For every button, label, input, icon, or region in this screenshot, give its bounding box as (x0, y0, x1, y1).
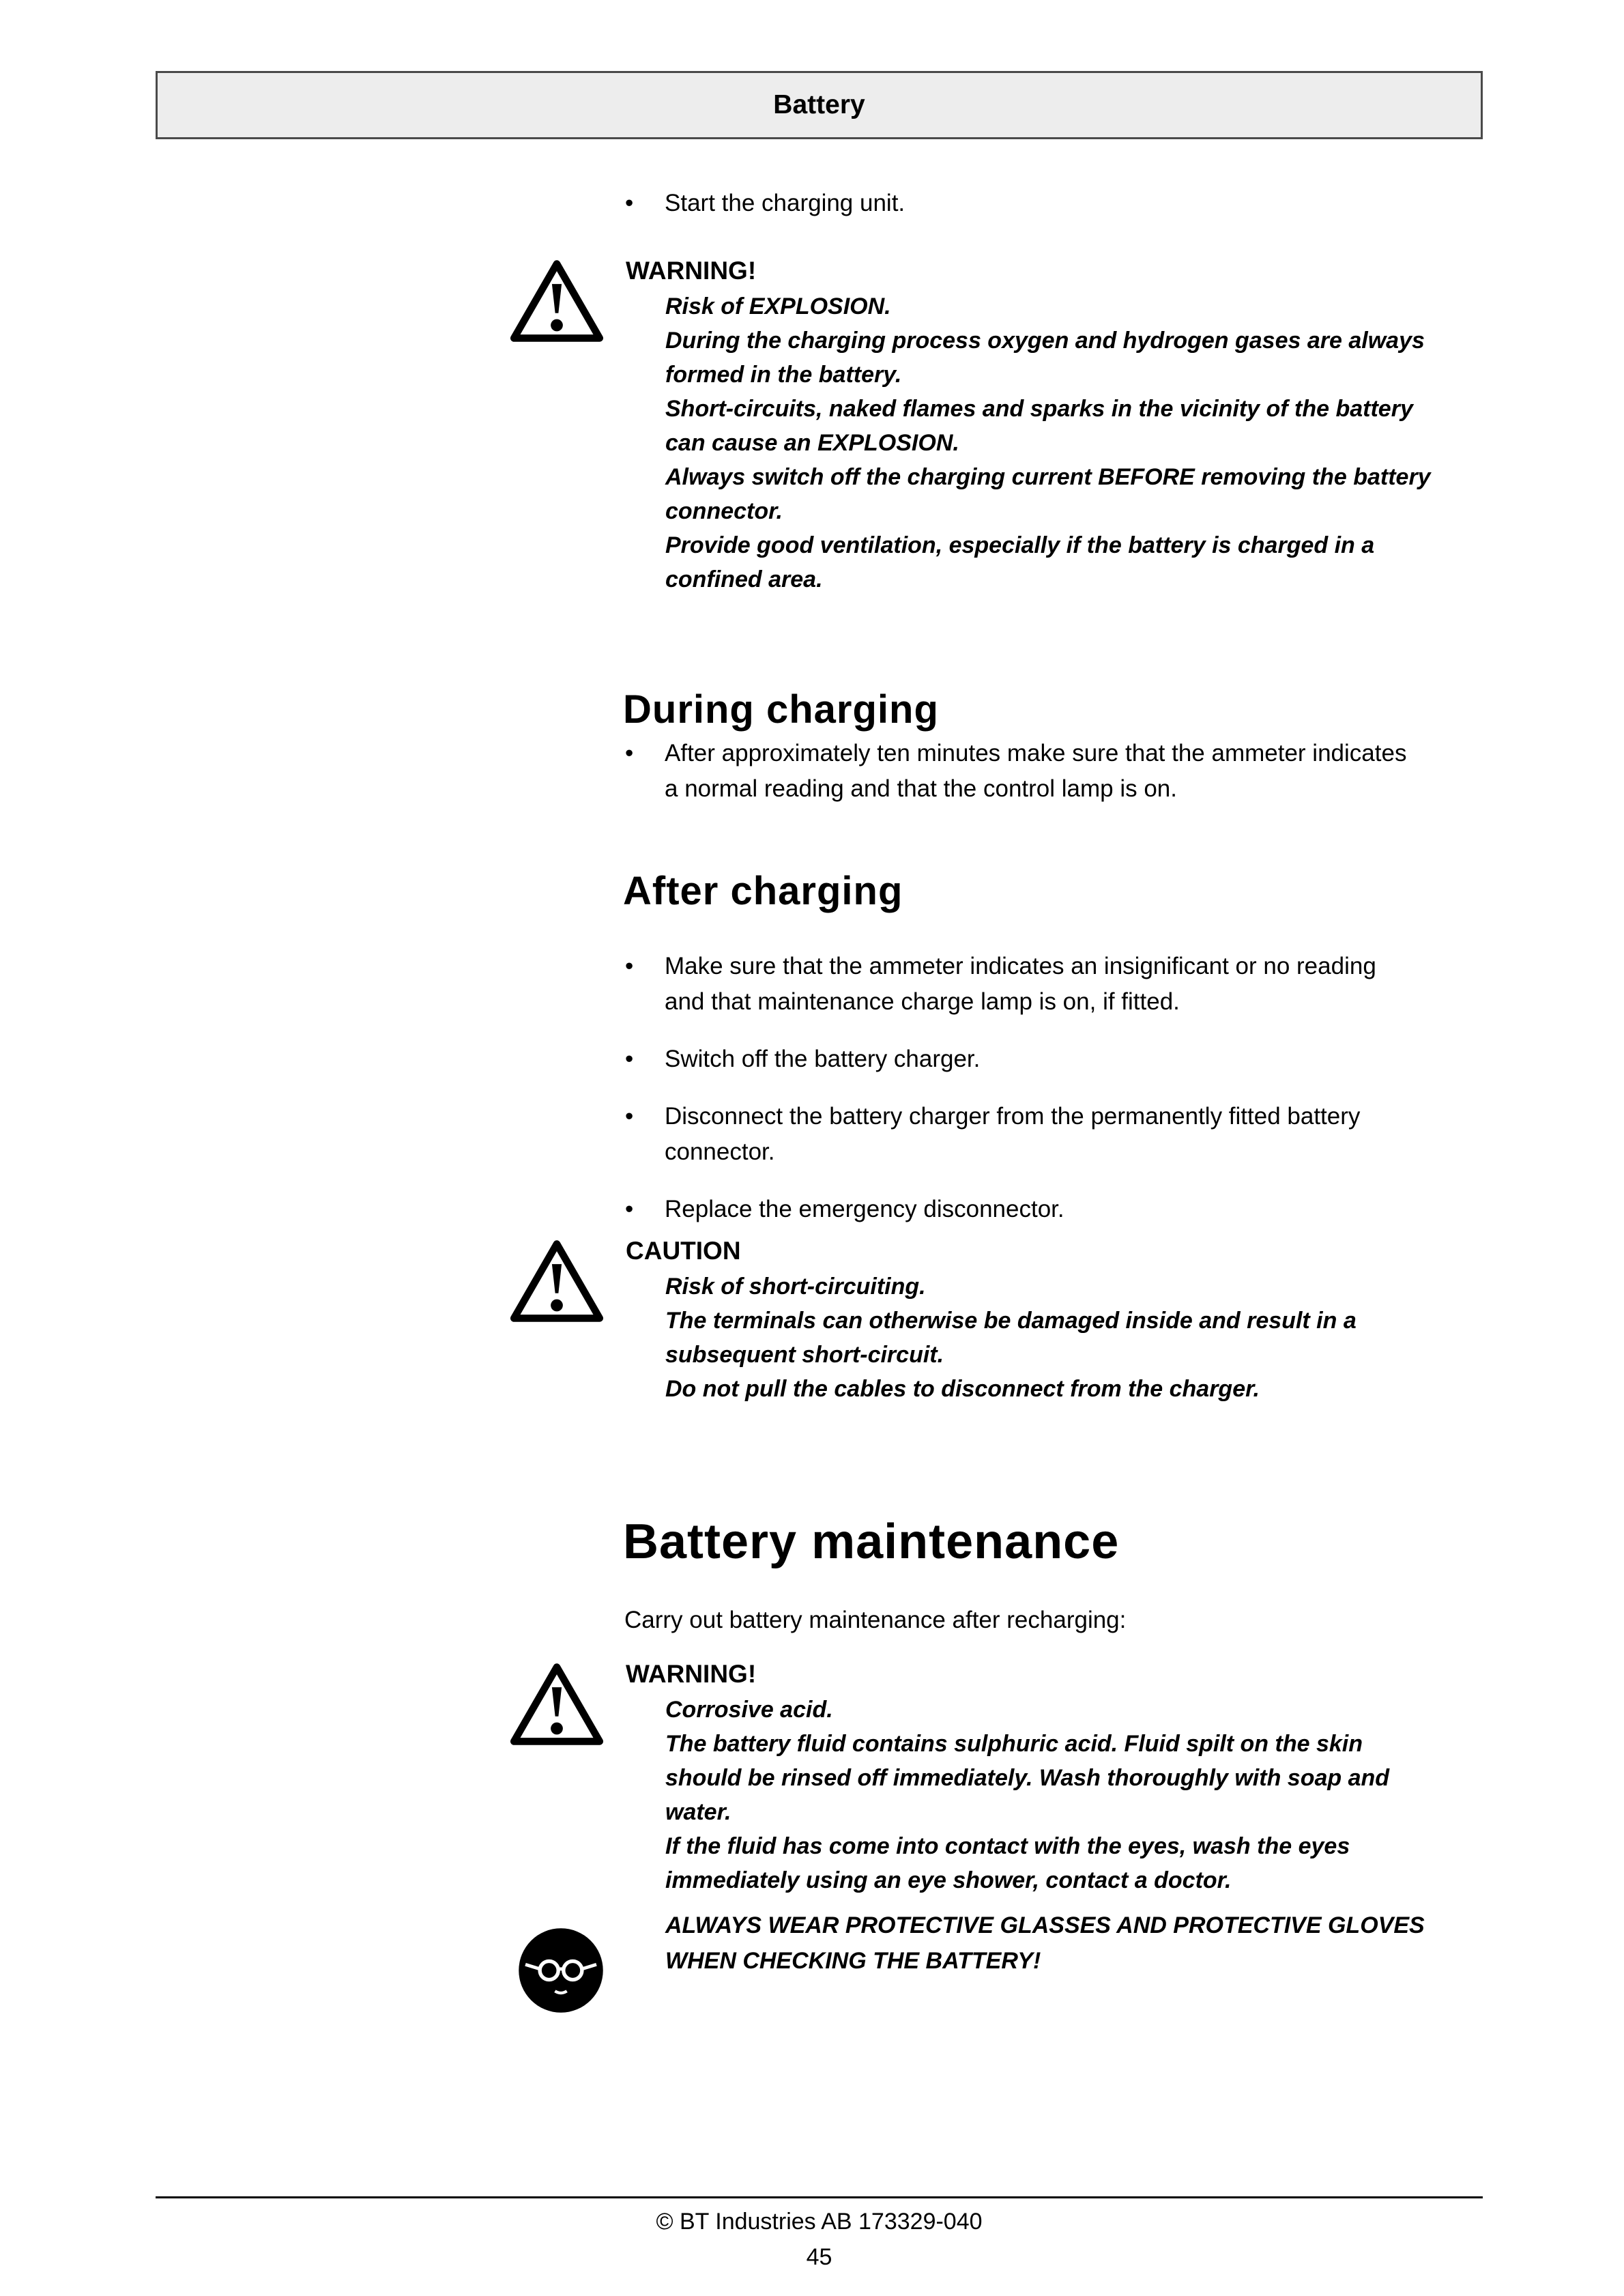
warning-line: Corrosive acid. (665, 1697, 833, 1723)
bullet-marker: • (625, 740, 634, 766)
warning-line: Always switch off the charging current BEFORE removing the battery connector. (665, 464, 1431, 524)
warning-line: The battery fluid contains sulphuric acid. Fluid spilt on the skin should be rinsed off immediately. Wash thoroughly with soap and water. (665, 1731, 1390, 1825)
warning-triangle-icon (508, 1657, 605, 1897)
warning-triangle-icon (508, 254, 605, 597)
warning-acid-block (508, 1657, 1443, 1897)
maintenance-intro: Carry out battery maintenance after recharging: (624, 1607, 1127, 1633)
bullet-text: Disconnect the battery charger from the permanently fitted battery connector. (665, 1103, 1361, 1165)
warning-text (626, 1657, 1443, 1897)
caution-text (626, 1234, 1443, 1406)
bullet-item (625, 736, 1415, 807)
warning-line: Risk of EXPLOSION. (665, 293, 891, 319)
page-title: Battery (773, 90, 865, 119)
bullet-marker: • (625, 190, 634, 216)
heading-battery-maintenance: Battery maintenance (623, 1515, 1120, 1569)
warning-label: WARNING! (626, 1660, 757, 1688)
warning-text (626, 254, 1443, 597)
bullet-text: Make sure that the ammeter indicates an insignificant or no reading and that maintenance charge lamp is on, if fitted. (665, 953, 1376, 1015)
caution-line: Risk of short-circuiting. (665, 1274, 926, 1300)
bullet-start-charging (625, 186, 1415, 221)
warning-triangle-icon (508, 1234, 605, 1406)
bullet-text: Switch off the battery charger. (665, 1046, 981, 1072)
caution-line: Do not pull the cables to disconnect from the charger. (665, 1376, 1260, 1402)
heading-during-charging: During charging (623, 687, 939, 732)
page-header-box (156, 71, 1483, 139)
after-charging-bullets (625, 949, 1415, 1227)
warning-line: Provide good ventilation, especially if the battery is charged in a confined area. (665, 532, 1375, 592)
bullet-item (625, 1099, 1415, 1170)
bullet-marker: • (625, 953, 634, 979)
warning-line: During the charging process oxygen and hydrogen gases are always formed in the battery. (665, 328, 1425, 388)
heading-after-charging: After charging (623, 869, 903, 913)
caution-label: CAUTION (626, 1237, 741, 1265)
bullet-marker: • (625, 1046, 634, 1072)
caution-line: The terminals can otherwise be damaged inside and result in a subsequent short-circuit. (665, 1308, 1357, 1368)
footer-divider (156, 2196, 1483, 2198)
bullet-text: Replace the emergency disconnector. (665, 1196, 1064, 1222)
bullet-item (625, 1192, 1415, 1227)
protective-glasses-icon (517, 1926, 605, 2015)
warning-label: WARNING! (626, 257, 757, 285)
bullet-text: Start the charging unit. (665, 190, 905, 216)
bullet-marker: • (625, 1196, 634, 1222)
bullet-marker: • (625, 1103, 634, 1130)
warning-explosion-block (508, 254, 1443, 597)
footer-page-number: 45 (806, 2244, 832, 2270)
warning-line: If the fluid has come into contact with the eyes, wash the eyes immediately using an eye shower, contact a doctor. (665, 1833, 1350, 1893)
bullet-item (625, 1042, 1415, 1077)
during-charging-bullets (625, 736, 1415, 807)
caution-block (508, 1234, 1443, 1406)
bullet-text: After approximately ten minutes make sure that the ammeter indicates a normal reading and that the control lamp is on. (665, 740, 1407, 802)
footer-copyright: © BT Industries AB 173329-040 (656, 2209, 983, 2235)
ppe-notice: ALWAYS WEAR PROTECTIVE GLASSES AND PROTECTIVE GLOVES WHEN CHECKING THE BATTERY! (665, 1912, 1425, 1974)
bullet-item (625, 949, 1415, 1020)
warning-line: Short-circuits, naked flames and sparks in the vicinity of the battery can cause an EXPLOSION. (665, 396, 1413, 456)
